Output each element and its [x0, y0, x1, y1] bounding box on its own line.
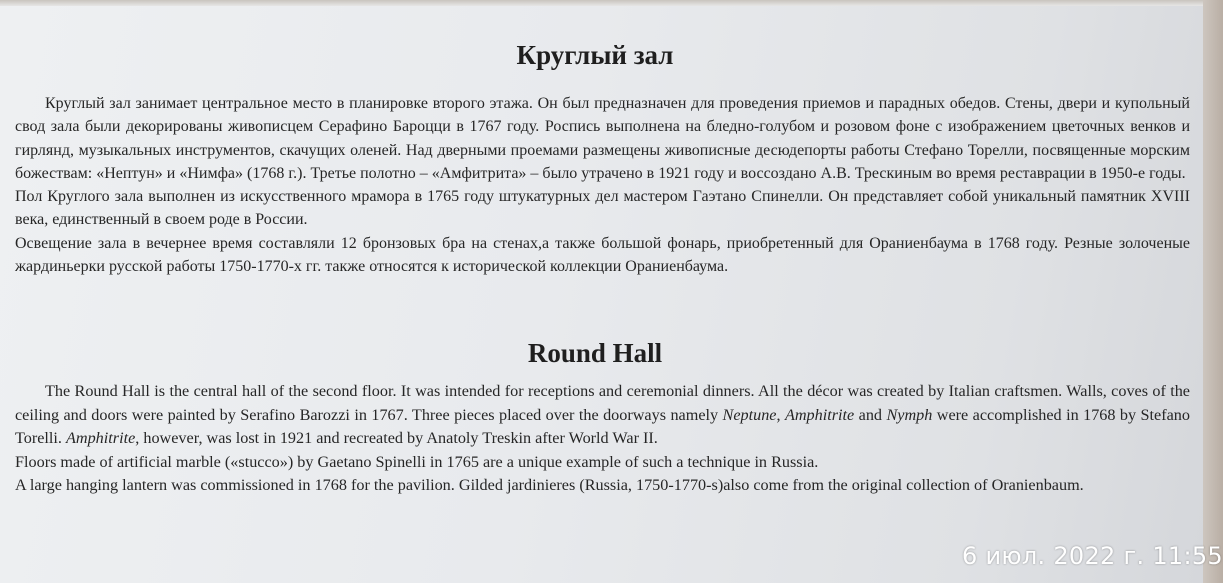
english-paragraph-1: [15, 380, 1190, 451]
english-p1-text-e: , however, was lost in 1921 and recreated by Anatoly Treskin after World War II.: [135, 429, 658, 448]
russian-title: Круглый зал: [516, 40, 674, 70]
russian-paragraph-1: Круглый зал занимает центральное место в планировке второго этажа. Он был предназначен для проведения приемов и парадных обедов. Стены, двери и купольный свод зала были декорированы живописцем Серафино Бароцци в 1767 году. Роспись выполнена на бледно-голубом и розовом фоне с изображением цветочных венков и гирлянд, музыкальных инструментов, скачущих оленей. Над дверными проемами размещены живописные десюдепорты работы Стефано Торелли, посвященные морским божествам: «Нептун» и «Нимфа» (1768 г.). Третье полотно – «Амфитрита» – было утрачено в 1921 году и воссоздано А.В. Трескиным во время реставрации в 1950-е годы.: [15, 95, 1190, 182]
english-p1-text-c: and: [854, 405, 887, 424]
nymph-title: Nymph: [886, 405, 933, 424]
english-p1-text-a: The Round Hall is the central hall of the second floor. It was intended for receptions and ceremonial dinners. All the décor was created by Italian craftsmen. Walls, coves of the ceiling and doors were painted by Serafino Barozzi in 1767. Three pieces placed over the doorways namely: [15, 382, 1190, 424]
russian-paragraph-2: Пол Круглого зала выполнен из искусственного мрамора в 1765 году штукатурных дел мастером Гаэтано Спинелли. Он представляет собой уникальный памятник XVIII века, единственный в своем роде в России.: [15, 188, 1190, 229]
english-paragraph-2: Floors made of artificial marble («stucco») by Gaetano Spinelli in 1765 are a unique example of such a technique in Russia.: [15, 452, 819, 471]
wall-right-edge: [1203, 0, 1223, 583]
neptune-title: Neptune: [722, 405, 777, 424]
english-text: [15, 380, 1190, 498]
russian-text: [15, 92, 1190, 278]
english-paragraph-3: A large hanging lantern was commissioned in 1768 for the pavilion. Gilded jardinieres (Russia, 1750-1770-s)also come from the original collection of Oranienbaum.: [15, 476, 1084, 495]
english-p1-text-d: were accomplished in 1768 by Stefano Torelli.: [15, 405, 1190, 448]
amphitrite-title-2: Amphitrite: [66, 429, 136, 448]
english-title: Round Hall: [527, 338, 663, 368]
english-p1-text-b: ,: [776, 405, 785, 424]
wall-top-edge: [0, 0, 1223, 6]
amphitrite-title: Amphitrite: [784, 405, 855, 424]
photo-timestamp: 6 июл. 2022 г. 11:55: [961, 542, 1223, 570]
russian-paragraph-3: Освещение зала в вечернее время составляли 12 бронзовых бра на стенах,а также большой фонарь, приобретенный для Ораниенбаума в 1768 году. Резные золоченые жардиньерки русской работы 1750-1770-х гг. также относятся к исторической коллекции Ораниенбаума.: [15, 234, 1190, 276]
